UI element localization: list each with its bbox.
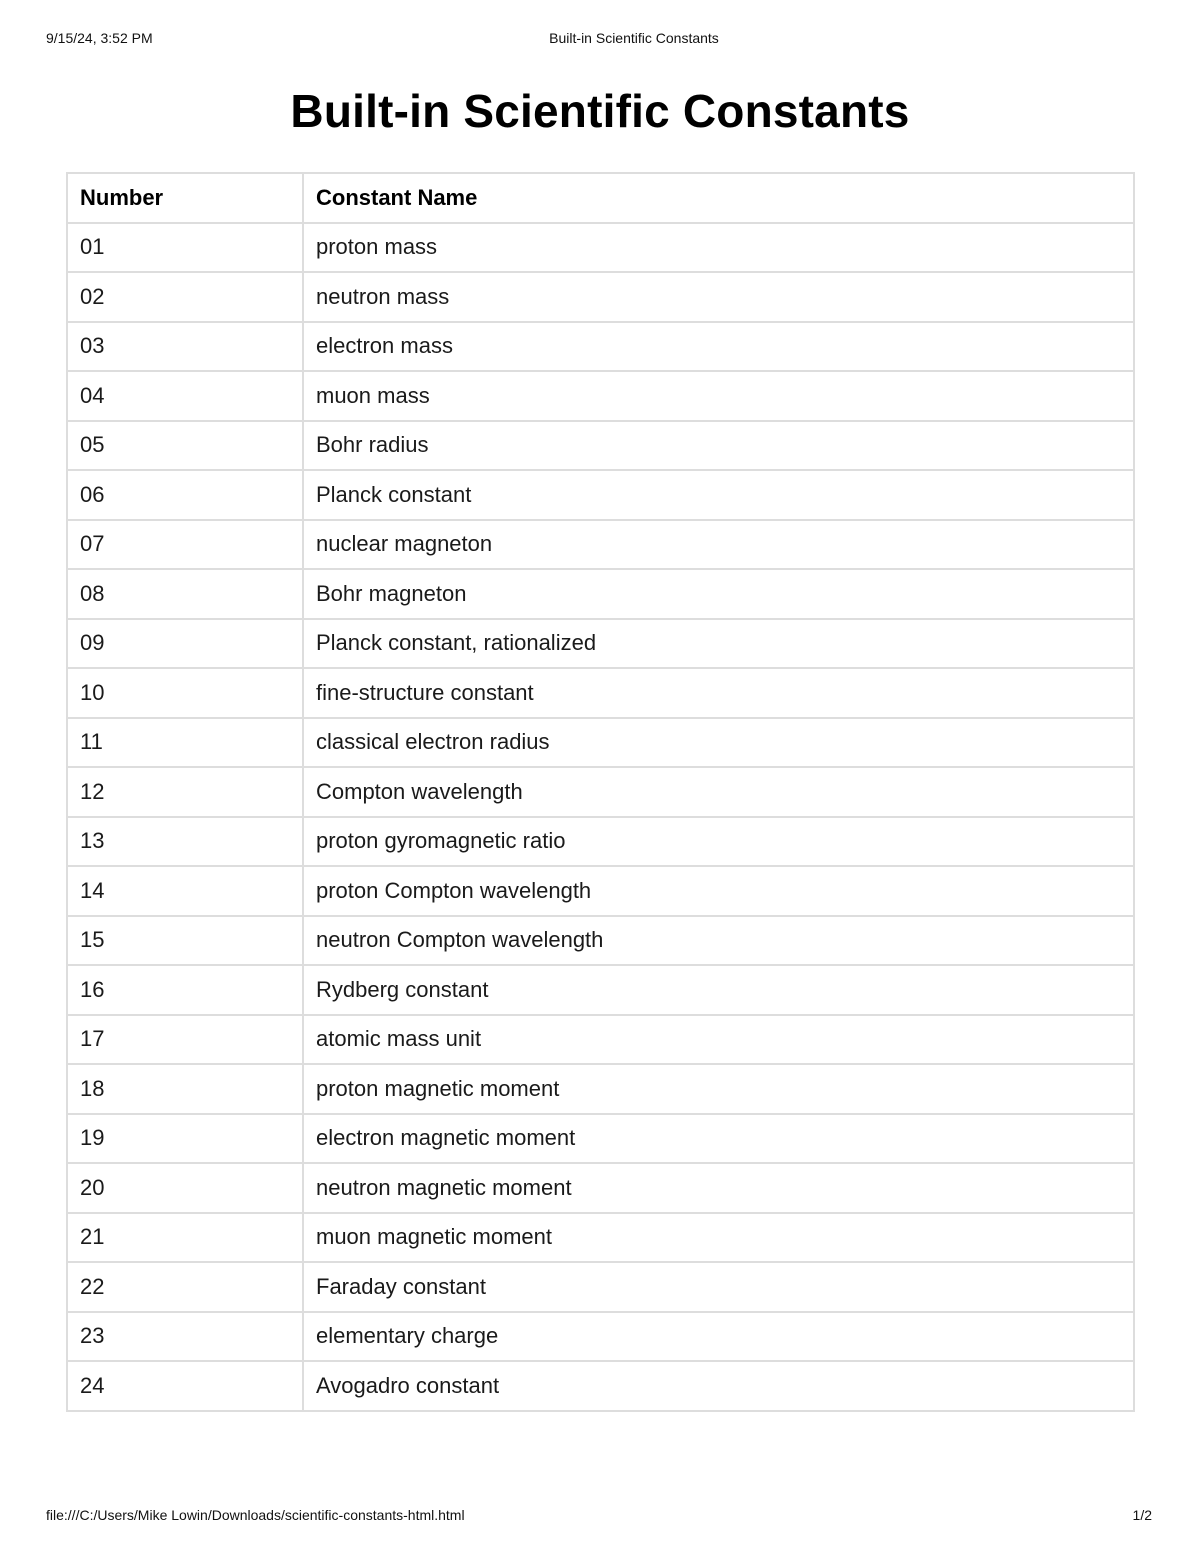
constant-name-cell: electron magnetic moment <box>303 1114 1134 1164</box>
constant-number-cell: 19 <box>67 1114 303 1164</box>
constant-number-cell: 01 <box>67 223 303 273</box>
table-row <box>67 1163 1134 1213</box>
constant-name-cell: Faraday constant <box>303 1262 1134 1312</box>
constant-number-cell: 20 <box>67 1163 303 1213</box>
constant-name-cell: classical electron radius <box>303 718 1134 768</box>
constant-name-cell: Planck constant <box>303 470 1134 520</box>
table-row <box>67 619 1134 669</box>
constant-number-cell: 23 <box>67 1312 303 1362</box>
page-number: 1/2 <box>1132 1507 1152 1523</box>
constant-name-cell: neutron Compton wavelength <box>303 916 1134 966</box>
file-url: file:///C:/Users/Mike Lowin/Downloads/scientific-constants-html.html <box>46 1507 465 1523</box>
table-row <box>67 322 1134 372</box>
constant-number-cell: 11 <box>67 718 303 768</box>
table-body <box>67 223 1134 1411</box>
constant-number-cell: 09 <box>67 619 303 669</box>
constant-number-cell: 24 <box>67 1361 303 1411</box>
print-document-title: Built-in Scientific Constants <box>549 30 719 46</box>
constant-number-cell: 08 <box>67 569 303 619</box>
print-date: 9/15/24, 3:52 PM <box>46 30 153 46</box>
table-row <box>67 767 1134 817</box>
constant-name-cell: neutron mass <box>303 272 1134 322</box>
constant-name-cell: Rydberg constant <box>303 965 1134 1015</box>
table-row <box>67 718 1134 768</box>
constant-name-cell: proton Compton wavelength <box>303 866 1134 916</box>
column-header-number: Number <box>67 173 303 223</box>
table-row <box>67 272 1134 322</box>
table-row <box>67 668 1134 718</box>
constant-number-cell: 06 <box>67 470 303 520</box>
constant-number-cell: 04 <box>67 371 303 421</box>
table-row <box>67 1213 1134 1263</box>
table-row <box>67 520 1134 570</box>
table-row <box>67 371 1134 421</box>
page-title: Built-in Scientific Constants <box>290 85 910 137</box>
constant-name-cell: Avogadro constant <box>303 1361 1134 1411</box>
constants-table <box>66 172 1135 1412</box>
table-row <box>67 1262 1134 1312</box>
table-row <box>67 1312 1134 1362</box>
constant-name-cell: elementary charge <box>303 1312 1134 1362</box>
constant-name-cell: Bohr radius <box>303 421 1134 471</box>
print-footer <box>46 1507 1152 1525</box>
constant-number-cell: 12 <box>67 767 303 817</box>
constant-name-cell: nuclear magneton <box>303 520 1134 570</box>
constant-name-cell: fine-structure constant <box>303 668 1134 718</box>
constant-number-cell: 21 <box>67 1213 303 1263</box>
constant-number-cell: 10 <box>67 668 303 718</box>
constant-name-cell: proton gyromagnetic ratio <box>303 817 1134 867</box>
constant-number-cell: 22 <box>67 1262 303 1312</box>
table-row <box>67 1015 1134 1065</box>
constant-name-cell: atomic mass unit <box>303 1015 1134 1065</box>
table-row <box>67 421 1134 471</box>
constant-name-cell: proton mass <box>303 223 1134 273</box>
constant-name-cell: muon magnetic moment <box>303 1213 1134 1263</box>
table-row <box>67 223 1134 273</box>
constant-name-cell: Planck constant, rationalized <box>303 619 1134 669</box>
table-row <box>67 569 1134 619</box>
constant-number-cell: 14 <box>67 866 303 916</box>
constant-name-cell: electron mass <box>303 322 1134 372</box>
column-header-constant-name: Constant Name <box>303 173 1134 223</box>
table-row <box>67 1361 1134 1411</box>
table-row <box>67 1114 1134 1164</box>
constant-number-cell: 02 <box>67 272 303 322</box>
constant-number-cell: 16 <box>67 965 303 1015</box>
constant-name-cell: proton magnetic moment <box>303 1064 1134 1114</box>
print-header <box>46 30 1152 48</box>
constant-number-cell: 05 <box>67 421 303 471</box>
constant-number-cell: 03 <box>67 322 303 372</box>
constant-name-cell: Bohr magneton <box>303 569 1134 619</box>
constant-name-cell: muon mass <box>303 371 1134 421</box>
constant-name-cell: neutron magnetic moment <box>303 1163 1134 1213</box>
table-row <box>67 817 1134 867</box>
table-header-row <box>67 173 1134 223</box>
table-row <box>67 470 1134 520</box>
table-row <box>67 866 1134 916</box>
constant-number-cell: 18 <box>67 1064 303 1114</box>
table-row <box>67 1064 1134 1114</box>
constant-number-cell: 15 <box>67 916 303 966</box>
table-row <box>67 965 1134 1015</box>
constant-number-cell: 07 <box>67 520 303 570</box>
constant-number-cell: 13 <box>67 817 303 867</box>
table-row <box>67 916 1134 966</box>
constant-number-cell: 17 <box>67 1015 303 1065</box>
constant-name-cell: Compton wavelength <box>303 767 1134 817</box>
